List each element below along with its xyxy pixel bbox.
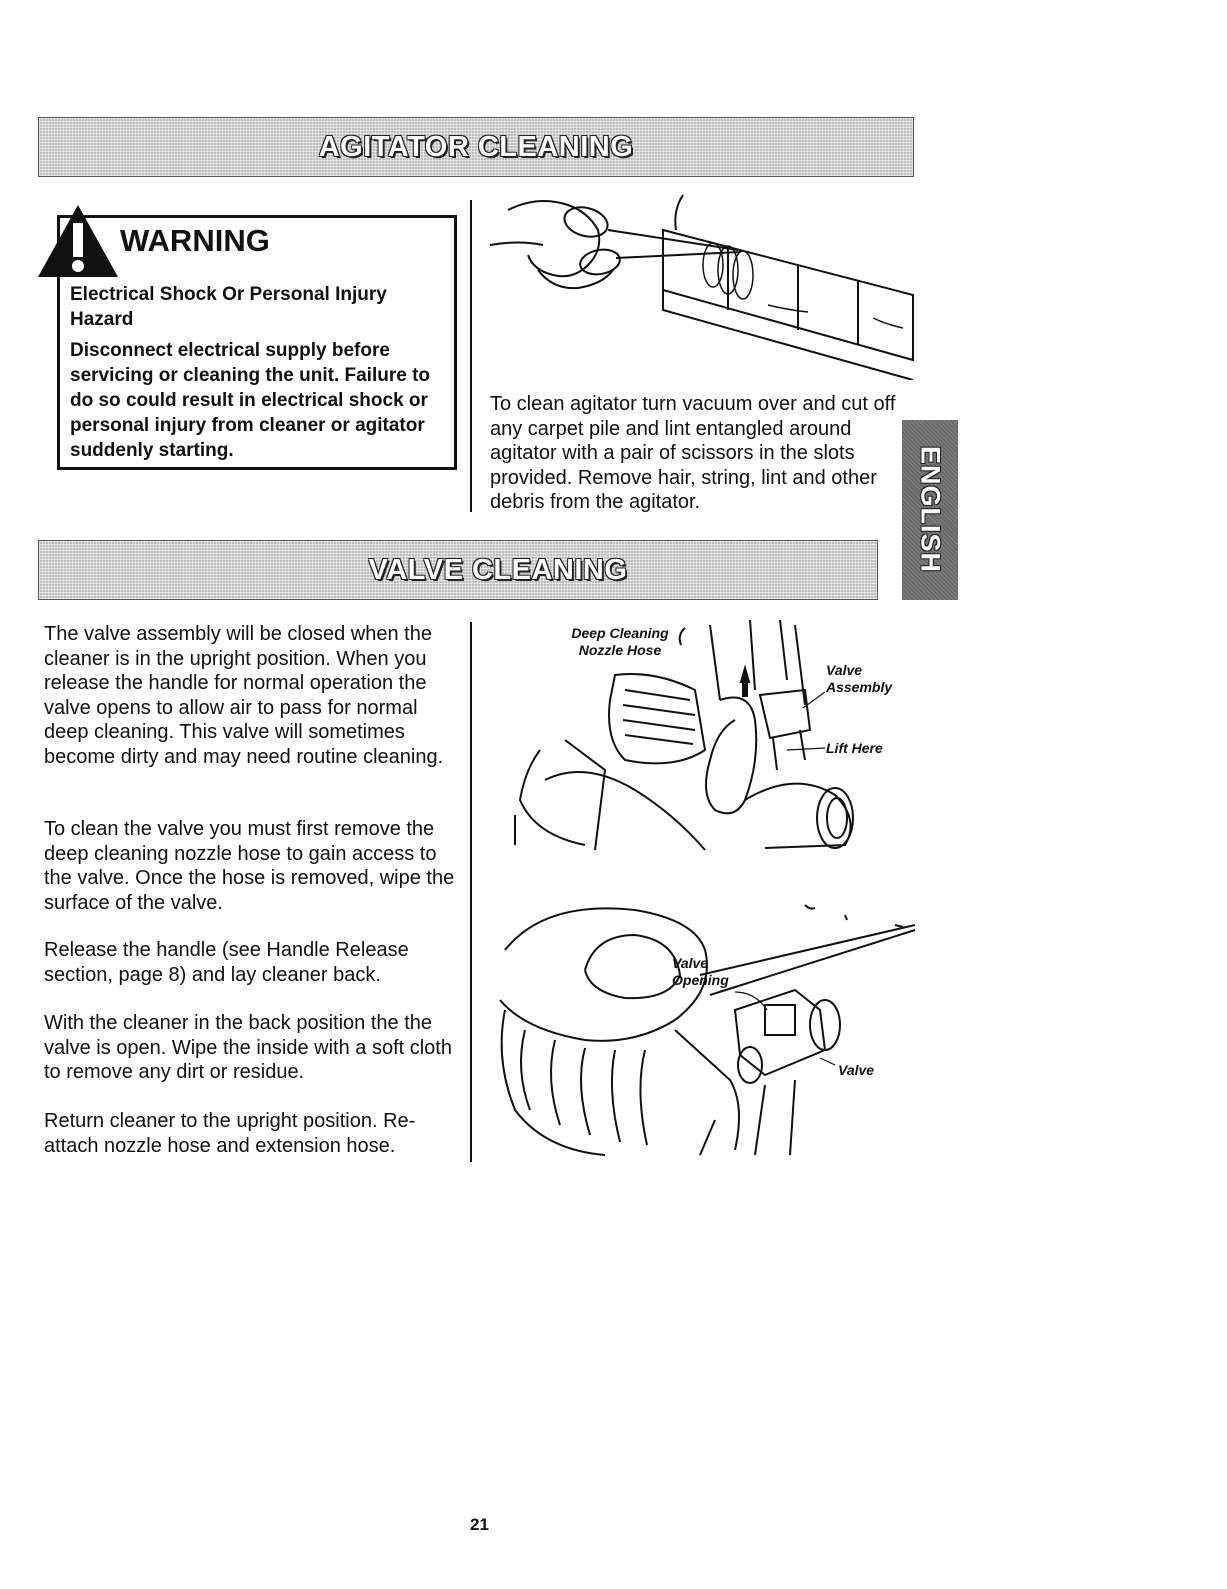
- callout-valve-opening: Valve Opening: [672, 955, 729, 988]
- english-tab-label: ENGLISH: [915, 446, 946, 574]
- callout-valve-assembly: Valve Assembly: [826, 662, 893, 695]
- warning-body: Disconnect electrical supply before servicing or cleaning the unit. Failure to do so could result in electrical shock or personal injury from cleaner or agitator suddenly starting.: [70, 340, 431, 461]
- valve-cleaning-banner: [38, 540, 878, 600]
- valve-cleaning-title: VALVE CLEANING: [368, 553, 628, 586]
- warning-triangle-icon: [36, 203, 120, 279]
- column-divider-bottom: [470, 622, 472, 1162]
- callout-lift-here: Lift Here: [826, 740, 883, 756]
- warning-title: WARNING: [120, 223, 270, 258]
- callout-valve: Valve: [838, 1062, 875, 1078]
- warning-hazard: Electrical Shock Or Personal Injury Hazard: [70, 284, 387, 330]
- agitator-instructions: To clean agitator turn vacuum over and cut off any carpet pile and lint entangled around agitator with a pair of scissors in the slots provided. Remove hair, string, lint and other debris from the agitator.: [490, 393, 896, 513]
- english-side-tab: [902, 420, 958, 600]
- valve-paragraph-4: With the cleaner in the back position the the valve is open. Wipe the inside with a soft cloth to remove any dirt or residue.: [44, 1012, 452, 1083]
- valve-paragraph-2: To clean the valve you must first remove the deep cleaning nozzle hose to gain access to the valve. Once the hose is removed, wipe the surface of the valve.: [44, 818, 455, 914]
- valve-paragraph-1: The valve assembly will be closed when the cleaner is in the upright position. When you release the handle for normal operation the valve opens to allow air to pass for normal deep cleaning. This valve will sometimes become dirty and may need routine cleaning.: [44, 623, 444, 768]
- callout-deep-cleaning-nozzle-hose: Deep Cleaning Nozzle Hose: [571, 625, 669, 658]
- agitator-cleaning-title: AGITATOR CLEANING: [318, 130, 634, 163]
- valve-paragraph-5: Return cleaner to the upright position. Re-attach nozzle hose and extension hose.: [44, 1110, 416, 1157]
- valve-opening-illustration: [485, 880, 925, 1160]
- agitator-cleaning-banner: [38, 117, 914, 177]
- scissors-agitator-illustration: [478, 190, 923, 380]
- page-number: 21: [470, 1515, 489, 1534]
- column-divider-top: [470, 200, 472, 512]
- valve-paragraph-3: Release the handle (see Handle Release section, page 8) and lay cleaner back.: [44, 939, 409, 986]
